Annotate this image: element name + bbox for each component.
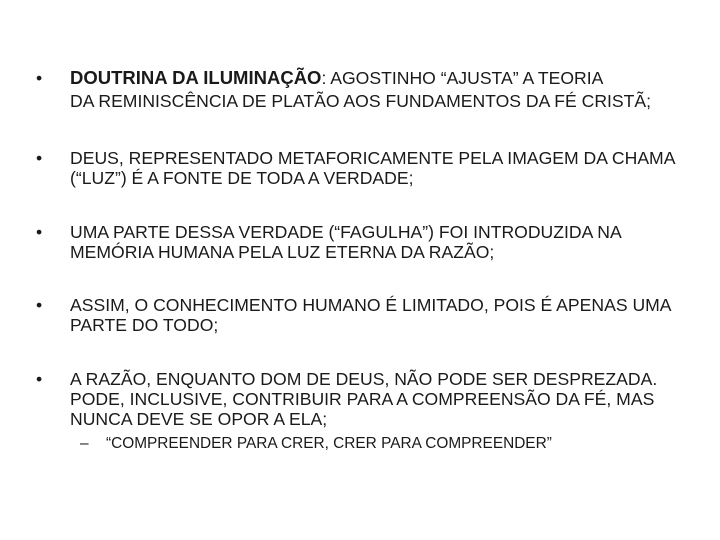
bullet-line-1 — [70, 68, 696, 88]
bullet-text: A RAZÃO, ENQUANTO DOM DE DEUS, NÃO PODE SER DESPREZADA. PODE, INCLUSIVE, CONTRIBUIR PARA A COMPREENSÃO DA FÉ, MAS NUNCA DEVE SE OPOR A ELA; — [70, 369, 658, 429]
bullet-text: ASSIM, O CONHECIMENTO HUMANO É LIMITADO, POIS É APENAS UMA PARTE DO TODO; — [70, 295, 671, 335]
bullet-line-2: DA REMINISCÊNCIA DE PLATÃO AOS FUNDAMENTOS DA FÉ CRISTÃ; — [70, 91, 652, 111]
bullet-rest-text: : AGOSTINHO “AJUSTA” A TEORIA — [321, 68, 604, 88]
bullet-text: DEUS, REPRESENTADO METAFORICAMENTE PELA IMAGEM DA CHAMA (“LUZ”) É A FONTE DE TODA A VERDADE; — [70, 148, 675, 188]
bullet-razao-dom — [36, 369, 696, 429]
sub-bullet-text: “COMPREENDER PARA CRER, CRER PARA COMPREENDER” — [106, 435, 552, 452]
bullet-text: UMA PARTE DESSA VERDADE (“FAGULHA”) FOI INTRODUZIDA NA MEMÓRIA HUMANA PELA LUZ ETERNA DA RAZÃO; — [70, 222, 621, 262]
bullet-bold-heading: DOUTRINA DA ILUMINAÇÃO — [70, 67, 322, 88]
bullet-doutrina-iluminacao — [36, 68, 696, 111]
bullet-fagulha — [36, 222, 696, 262]
bullet-marker: • — [36, 369, 43, 389]
bullet-deus-luz — [36, 148, 696, 188]
bullet-conhecimento-limitado — [36, 295, 696, 335]
bullet-marker: • — [36, 148, 43, 168]
bullet-marker: • — [36, 68, 43, 88]
sub-bullet-marker: – — [80, 435, 89, 452]
bullet-marker: • — [36, 222, 43, 242]
sub-bullet-compreender — [80, 435, 690, 453]
bullet-marker: • — [36, 295, 43, 315]
